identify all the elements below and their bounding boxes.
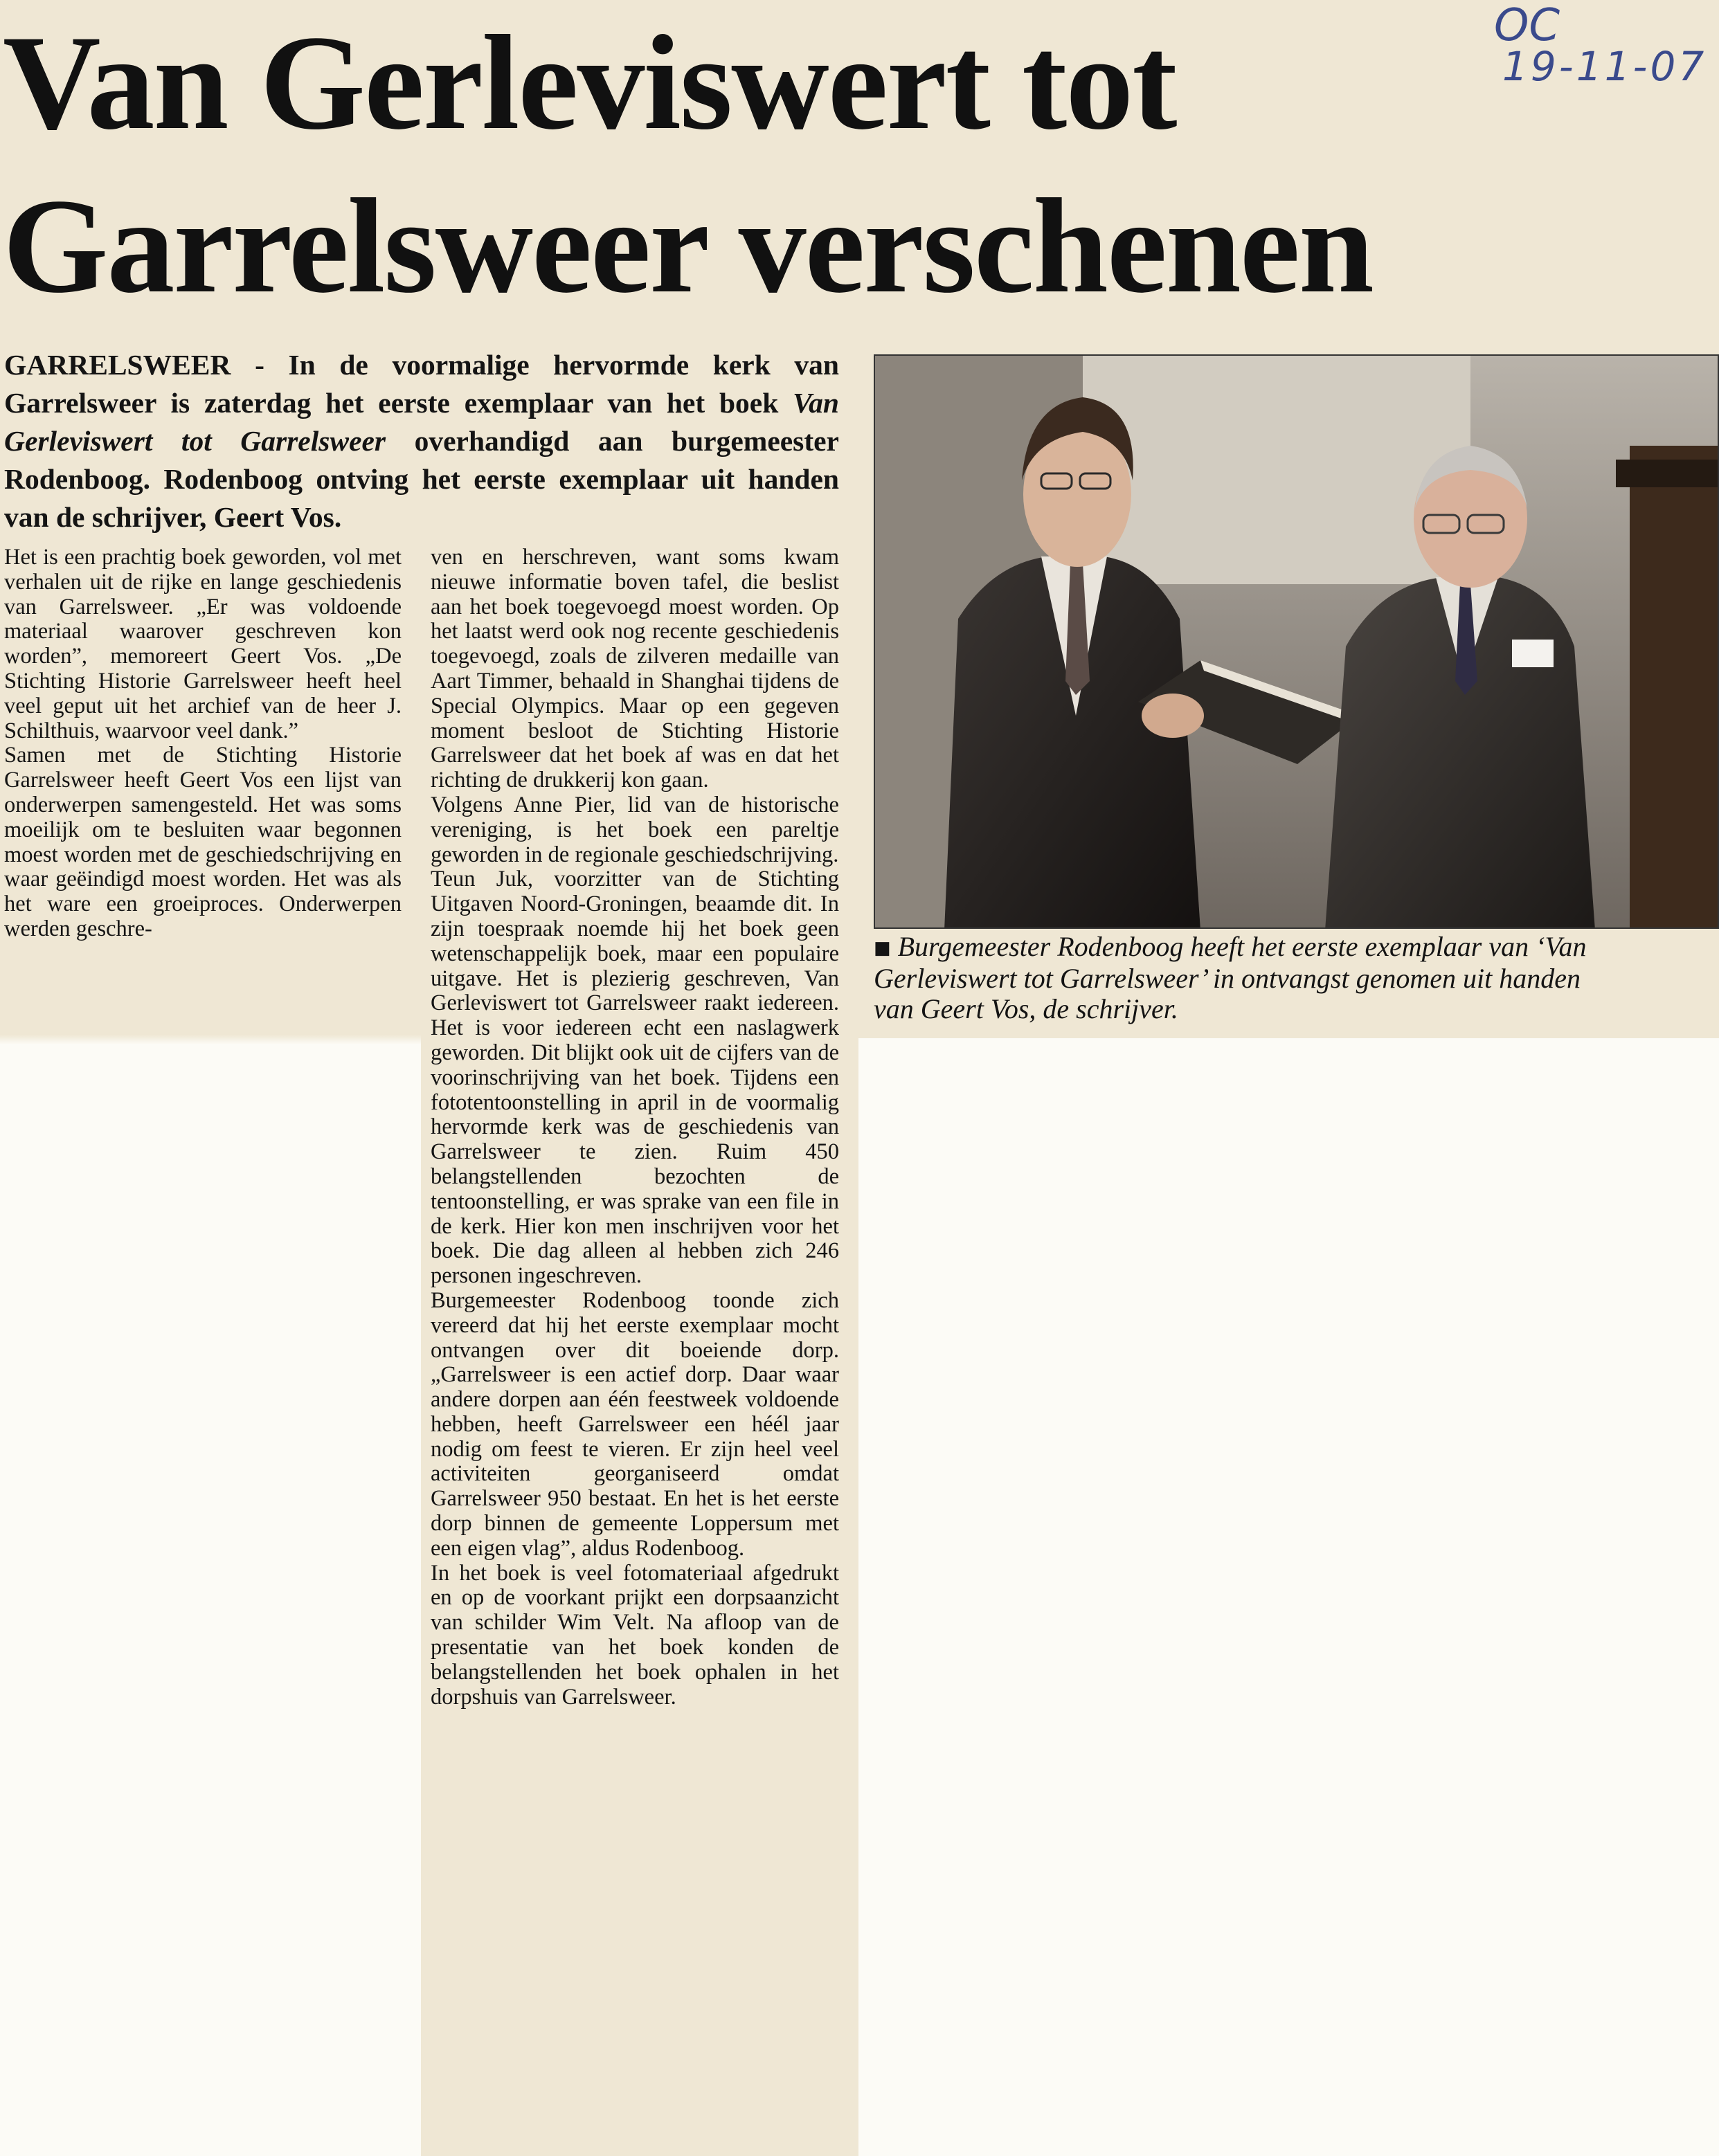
headline-line-2: Garrelsweer verschenen xyxy=(3,171,1373,321)
handwritten-date: 19-11-07 xyxy=(1502,43,1707,90)
lead-text-part-2: overhandigd aan burgemeester Rodenboog. Rodenboog ontving het eerste exemplaar uit handen van de schrijver, Geert Vos. xyxy=(4,425,839,533)
photo-caption xyxy=(874,932,1719,1024)
lead-text-part-1: In de voormalige hervormde kerk van Garrelsweer is zaterdag het eerste exemplaar van het boek xyxy=(4,349,839,419)
news-photo xyxy=(874,354,1719,929)
lead-paragraph xyxy=(4,346,839,536)
handwritten-initials: OC xyxy=(1494,0,1560,51)
paragraph: ven en herschreven, want soms kwam nieuwe informatie boven tafel, die beslist aan het boek toegevoegd moest worden. Op het laatst werd ook nog recente geschiedenis toegevoegd, zoals de zilveren medaille van Aart Timmer, behaald in Shanghai tijdens de Special Olympics. Maar op een gegeven moment besloot de Stichting Historie Garrelsweer dat het boek af was en dat het richting de drukkerij kon gaan. xyxy=(431,545,839,793)
pulpit xyxy=(1630,446,1719,929)
dateline: GARRELSWEER xyxy=(4,349,231,381)
photo-illustration xyxy=(875,356,1719,929)
paragraph: Teun Juk, voorzitter van de Stichting Uitgaven Noord-Groningen, beaamde dit. In zijn toespraak noemde hij het boek geen wetenschappelijk boek, maar een populaire uitgave. Het is plezierig geschreven, Van Gerleviswert tot Garrelsweer raakt iedereen. Het is voor iedereen echt een naslagwerk geworden. Dit blijkt ook uit de cijfers van de voorinschrijving van het boek. Tijdens een fototentoonstelling in april in de voormalig hervormde kerk was de geschiedenis van Garrelsweer te zien. Ruim 450 belangstellenden bezochten de tentoonstelling, er was sprake van een file in de kerk. Hier kon men inschrijven voor het boek. Die dag alleen al hebben zich 246 personen ingeschreven. xyxy=(431,867,839,1289)
article-column-1 xyxy=(4,545,402,942)
man-left-hand xyxy=(1142,694,1204,738)
paragraph: Het is een prachtig boek geworden, vol met verhalen uit de rijke en lange geschiedenis van Garrelsweer. „Er was voldoende materiaal waarover geschreven kon worden”, memoreert Geert Vos. „De Stichting Historie Garrelsweer heeft heel veel geput uit het archief van de heer J. Schilthuis, waarvoor veel dank.” xyxy=(4,545,402,743)
paragraph: Burgemeester Rodenboog toonde zich vereerd dat hij het eerste exemplaar mocht ontvangen over dit boeiende dorp. „Garrelsweer is een actief dorp. Daar waar andere dorpen aan één feestweek voldoende hebben, heeft Garrelsweer een héél jaar nodig om feest te vieren. Er zijn heel veel activiteiten georganiseerd omdat Garrelsweer 950 bestaat. En het is het eerste dorp binnen de gemeente Loppersum met een eigen vlag”, aldus Rodenboog. xyxy=(431,1287,839,1561)
caption-bullet: ■ xyxy=(874,938,891,959)
article-column-2 xyxy=(431,545,839,1710)
paragraph: In het boek is veel fotomateriaal afgedrukt en op de voorkant prijkt een dorpsaanzicht van schilder Wim Velt. Na afloop van de presentatie van het boek konden de belangstellenden het boek ophalen in het dorpshuis van Garrelsweer. xyxy=(431,1560,839,1710)
paragraph: Volgens Anne Pier, lid van de historische vereniging, is het boek een pareltje geworden in de regionale geschiedschrijving. xyxy=(431,792,839,867)
headline-line-1: Van Gerleviswert tot xyxy=(3,8,1176,158)
caption-text: Burgemeester Rodenboog heeft het eerste exemplaar van ‘Van Gerleviswert tot Garrelsweer’ in ontvangst genomen uit handen van Geert Vos, de schrijver. xyxy=(874,931,1587,1024)
pulpit-rail xyxy=(1616,460,1719,487)
name-badge xyxy=(1512,640,1554,667)
clipping-cut-edge xyxy=(0,1035,421,1044)
dateline-separator: - xyxy=(231,349,289,381)
background-window xyxy=(1083,356,1470,584)
book-title: Van Gerleviswert tot Garrelsweer xyxy=(4,387,839,457)
paragraph: Samen met de Stichting Historie Garrelsweer heeft Geert Vos een lijst van onderwerpen samengesteld. Het was soms moeilijk om te besluiten waar begonnen moest worden met de geschiedschrijving en waar geëindigd moest worden. Het was als het ware een groeiproces. Onderwerpen werden geschre- xyxy=(4,743,402,941)
